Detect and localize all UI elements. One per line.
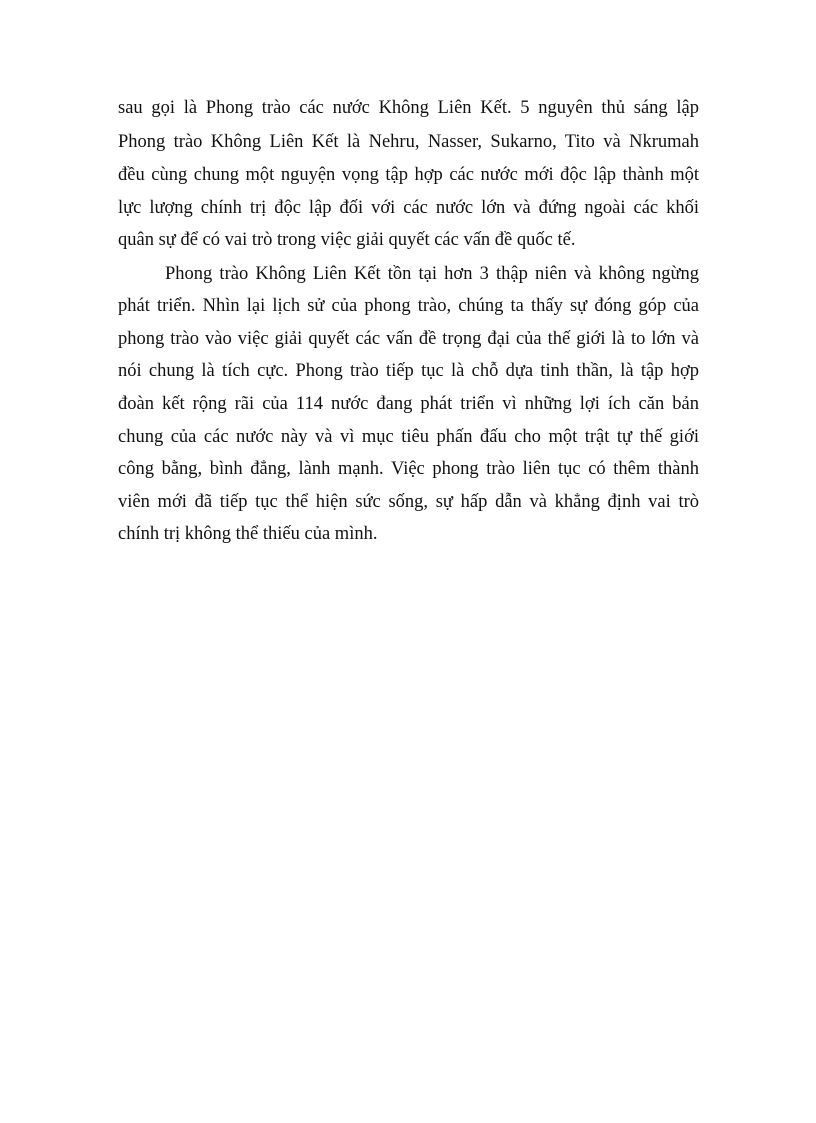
text-line: đều cùng chung một nguyện vọng tập hợp các nước mới độc lập thành một [118, 165, 699, 185]
text-line: phát triển. Nhìn lại lịch sử của phong trào, chúng ta thấy sự đóng góp của [118, 296, 699, 316]
text-line: chính trị không thể thiếu của mình. [118, 524, 378, 544]
text-line: nói chung là tích cực. Phong trào tiếp tục là chỗ dựa tinh thần, là tập hợp [118, 361, 699, 381]
text-line: đoàn kết rộng rãi của 114 nước đang phát triển vì những lợi ích căn bản [118, 394, 699, 414]
text-line: sau gọi là Phong trào các nước Không Liên Kết. 5 nguyên thủ sáng lập [118, 98, 699, 118]
text-line: Phong trào Không Liên Kết là Nehru, Nasser, Sukarno, Tito và Nkrumah [118, 132, 699, 152]
text-line: quân sự để có vai trò trong việc giải quyết các vấn đề quốc tế. [118, 230, 576, 250]
text-line: phong trào vào việc giải quyết các vấn đề trọng đại của thế giới là to lớn và [118, 329, 699, 349]
text-line: Phong trào Không Liên Kết tồn tại hơn 3 thập niên và không ngừng [165, 264, 699, 284]
text-line: lực lượng chính trị độc lập đối với các nước lớn và đứng ngoài các khối [118, 198, 699, 218]
text-line: viên mới đã tiếp tục thể hiện sức sống, sự hấp dẫn và khẳng định vai trò [118, 492, 699, 512]
text-line: công bằng, bình đẳng, lành mạnh. Việc phong trào liên tục có thêm thành [118, 459, 699, 479]
text-line: chung của các nước này và vì mục tiêu phấn đấu cho một trật tự thế giới [118, 427, 699, 447]
